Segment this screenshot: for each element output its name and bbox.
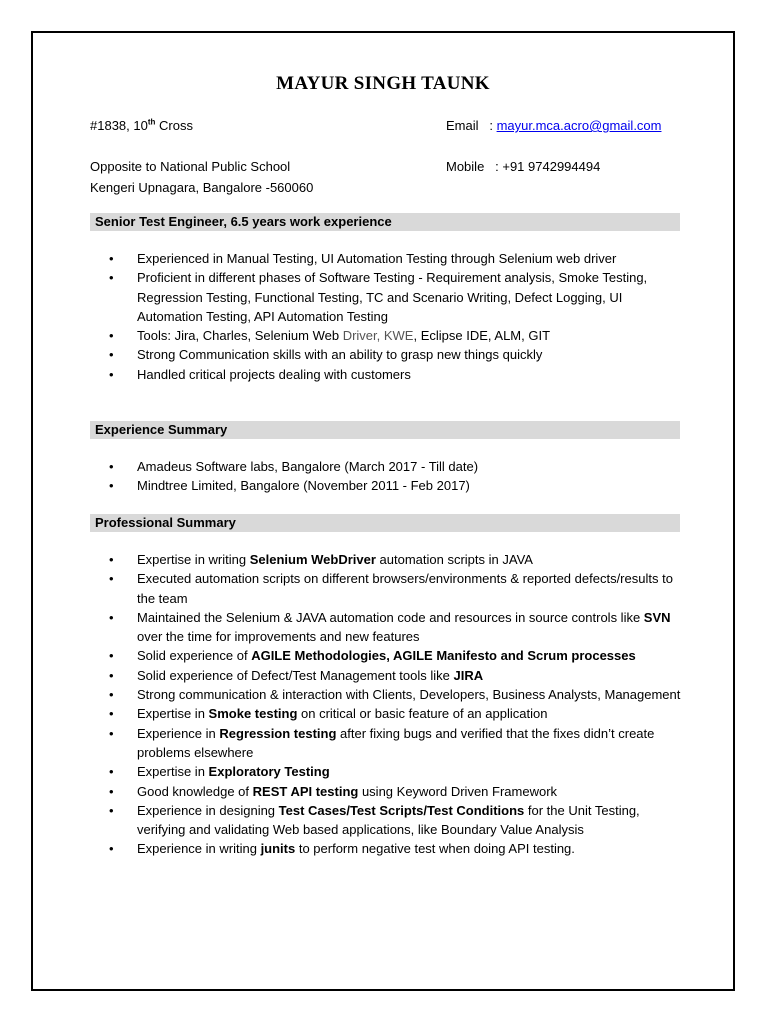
list-item — [100, 457, 685, 476]
list-item-text: Handled critical projects dealing with customers — [137, 366, 411, 382]
list-item-text: automation scripts in JAVA — [375, 552, 533, 567]
bullet-icon: • — [109, 571, 114, 587]
bullet-icon: • — [109, 328, 114, 344]
list-item-text: Executed automation scripts on different browsers/environments & reported defects/results to the team — [137, 571, 673, 606]
list-item — [100, 476, 685, 495]
list-item-text: Mindtree Limited, Bangalore (November 2011 - Feb 2017) — [137, 478, 470, 494]
list-item-text: Solid experience of — [137, 648, 252, 664]
list-item-text: Expertise in — [137, 764, 209, 780]
experience-list — [100, 457, 685, 496]
list-item-text: Experienced in Manual Testing, UI Automation Testing through Selenium web driver — [137, 251, 617, 266]
list-item — [100, 646, 685, 665]
list-item-text: Proficient in different phases of Software Testing - Requirement analysis, Smoke Testing, Regression Testing, Functional Testing, TC and Scenario Writing, Defect Logging, UI Automation Testing, API Automation Testing — [137, 270, 648, 324]
bullet-icon: • — [109, 706, 114, 722]
list-item-text: Maintained the Selenium & JAVA automation code and resources in source controls like — [137, 609, 644, 625]
list-item-text: on critical or basic feature of an application — [297, 706, 548, 722]
bullet-icon: • — [109, 478, 114, 494]
bullet-icon: • — [109, 667, 114, 683]
list-item-text: Good knowledge of — [137, 783, 253, 799]
list-item-text: Expertise in — [137, 706, 209, 722]
list-item-text: , Eclipse IDE, ALM, GIT — [413, 328, 551, 344]
list-item — [100, 550, 685, 569]
address-line-1-sup: th — [147, 117, 156, 127]
list-item-text: Amadeus Software labs, Bangalore (March 2017 - Till date) — [137, 459, 479, 474]
bullet-icon: • — [109, 552, 114, 567]
resume-page — [31, 31, 735, 991]
bullet-icon: • — [109, 764, 114, 780]
list-item-text: using Keyword Driven Framework — [358, 783, 558, 799]
bullet-icon: • — [109, 270, 114, 286]
address-line-1-tail: Cross — [155, 118, 193, 133]
list-item — [100, 762, 685, 781]
list-item — [100, 569, 685, 608]
bullet-icon: • — [109, 648, 114, 664]
bold-text: REST API testing — [252, 783, 359, 799]
bullet-icon: • — [109, 802, 114, 818]
bullet-icon: • — [109, 687, 114, 703]
bold-text: SVN — [643, 609, 671, 625]
list-item — [100, 782, 685, 801]
list-item — [100, 685, 685, 704]
bold-text: junits — [260, 841, 296, 857]
list-item-text: Strong Communication skills with an ability to grasp new things quickly — [137, 347, 543, 363]
address-line-2: Opposite to National Public School — [90, 159, 291, 174]
list-item — [100, 666, 685, 685]
professional-list — [100, 550, 685, 859]
mobile-row — [446, 157, 600, 177]
address-line-1-text: #1838, 10 — [90, 118, 148, 133]
list-item — [100, 839, 685, 858]
bullet-icon: • — [109, 366, 114, 382]
list-item-text: to perform negative test when doing API testing. — [295, 841, 575, 857]
list-item-text: over the time for improvements and new features — [137, 629, 420, 645]
list-item — [100, 608, 685, 647]
section-heading-professional: Professional Summary — [90, 514, 680, 532]
bold-text: Exploratory Testing — [208, 764, 330, 780]
list-item-text: for the Unit Testing, verifying and validating Web based applications, like Boundary Value Analysis — [137, 802, 640, 838]
list-item-text: Expertise in writing — [137, 552, 250, 567]
address-line-3: Kengeri Upnagara, Bangalore -560060 — [90, 180, 314, 195]
bold-text: JIRA — [453, 667, 484, 683]
bullet-icon: • — [109, 347, 114, 363]
list-item-text: Solid experience of Defect/Test Management tools like — [137, 667, 454, 683]
list-item — [100, 249, 685, 268]
summary-list — [100, 249, 685, 384]
bullet-icon: • — [109, 609, 114, 625]
list-item — [100, 365, 685, 384]
bold-text: Smoke testing — [208, 706, 298, 722]
list-item — [100, 326, 685, 345]
list-item-text: Experience in designing — [137, 802, 279, 818]
mobile-number: +91 9742994494 — [502, 159, 601, 174]
bullet-icon: • — [109, 459, 114, 474]
list-item — [100, 724, 685, 763]
candidate-name: MAYUR SINGH TAUNK — [276, 73, 490, 94]
list-item-text: after fixing bugs and verified that the fixes didn’t create problems elsewhere — [137, 725, 655, 760]
section-heading-summary: Senior Test Engineer, 6.5 years work experience — [90, 213, 680, 231]
list-item-text: Experience in writing — [137, 841, 261, 857]
list-item-text: Experience in — [137, 725, 220, 741]
list-item — [100, 801, 685, 840]
section-heading-experience: Experience Summary — [90, 421, 680, 439]
bullet-icon: • — [109, 841, 114, 857]
email-link[interactable]: mayur.mca.acro@gmail.com — [496, 118, 662, 133]
list-item-text: Driver, KWE — [342, 328, 414, 344]
bold-text: Selenium WebDriver — [249, 552, 376, 567]
bullet-icon: • — [109, 783, 114, 799]
mobile-label: Mobile : — [446, 159, 503, 174]
list-item-text: Tools: Jira, Charles, Selenium Web — [137, 328, 343, 344]
bullet-icon: • — [109, 251, 114, 266]
address-line-1 — [90, 116, 193, 136]
list-item — [100, 704, 685, 723]
list-item-text: Strong communication & interaction with Clients, Developers, Business Analysts, Management — [137, 687, 681, 703]
email-label: Email : — [446, 118, 497, 133]
bullet-icon: • — [109, 725, 114, 741]
list-item — [100, 345, 685, 364]
bold-text: AGILE Methodologies, AGILE Manifesto and Scrum processes — [251, 648, 636, 664]
email-row — [446, 116, 661, 136]
bold-text: Test Cases/Test Scripts/Test Conditions — [278, 802, 525, 818]
bold-text: Regression testing — [219, 725, 337, 741]
list-item — [100, 268, 685, 326]
